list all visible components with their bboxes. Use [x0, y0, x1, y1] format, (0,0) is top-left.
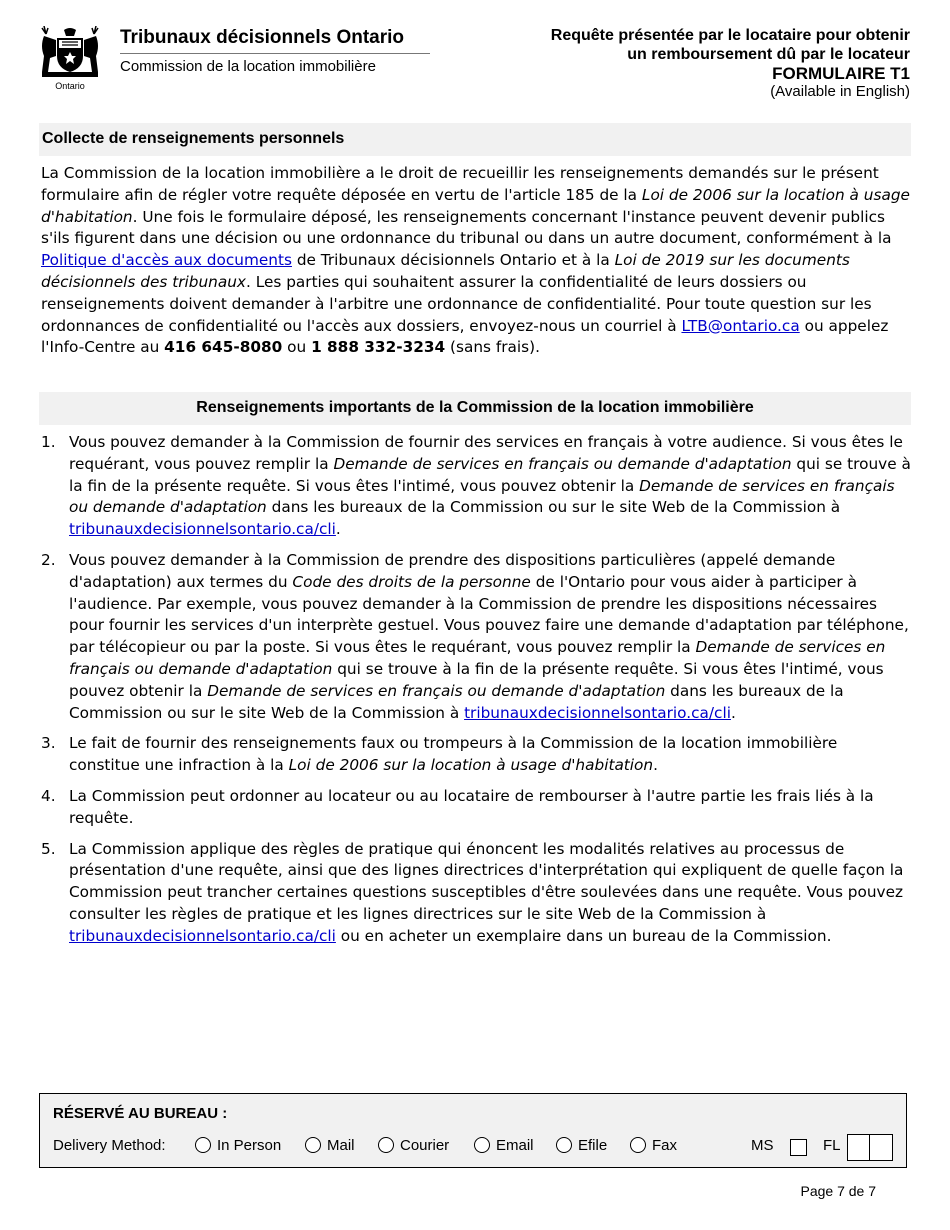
delivery-option-efile[interactable]	[556, 1137, 607, 1154]
item-text: Vous pouvez demander à la Commission de fournir des services en français à votre audience. Si vous êtes le requérant, vous pouvez remplir la	[69, 433, 903, 473]
page-number: Page 7 de 7	[800, 1183, 876, 1199]
available-in-english: (Available in English)	[770, 83, 910, 100]
law-title: Code des droits de la personne	[292, 572, 531, 591]
item-text: Vous pouvez demander à la Commission de prendre des dispositions particulières (appelé demande d'adaptation) aux termes du	[69, 550, 836, 591]
law-title: Loi de 2006 sur la location à usage d'habitation	[41, 185, 910, 226]
form-title: Demande de services en français ou demande d'adaptation	[207, 681, 666, 700]
list-item	[41, 550, 911, 724]
form-title: Demande de services en français ou demande d'adaptation	[333, 454, 792, 473]
info-list	[41, 432, 911, 957]
list-item	[41, 733, 911, 777]
privacy-text: (sans frais).	[445, 338, 540, 357]
fl-label: FL	[823, 1137, 841, 1154]
item-text: ou en acheter un exemplaire dans un bureau de la Commission.	[335, 926, 832, 945]
organization-name: Tribunaux décisionnels Ontario	[120, 27, 404, 48]
info-section-title: Renseignements importants de la Commission de la location immobilière	[196, 399, 754, 416]
list-item	[41, 432, 911, 541]
item-text: dans les bureaux de la Commission ou sur le site Web de la Commission à	[266, 498, 841, 517]
privacy-text: ou	[282, 338, 312, 357]
delivery-option-in-person[interactable]	[195, 1137, 281, 1154]
privacy-text: . Les parties qui souhaitent assurer la confidentialité de leurs dossiers ou renseignements doivent demander à l'arbitre une ordonnance de confidentialité. Pour toute question sur les ordonnances de confidentialité ou l'accès aux dossiers, envoyez-nous un courriel à	[41, 272, 872, 335]
office-use-box	[39, 1093, 907, 1168]
ms-label: MS	[751, 1137, 774, 1154]
item-text: .	[730, 703, 736, 722]
item-text: qui se trouve à la fin de la présente requête. Si vous êtes l'intimé, vous pouvez obtenir la	[69, 454, 911, 495]
list-item	[41, 839, 911, 948]
list-number: 2.	[41, 550, 56, 569]
tribunal-website-link[interactable]: tribunauxdecisionnelsontario.ca/cli	[69, 926, 336, 945]
item-text: dans les bureaux de la Commission ou sur le site Web de la Commission à	[69, 681, 844, 722]
radio-button[interactable]	[378, 1137, 394, 1153]
list-number: 1.	[41, 433, 56, 451]
item-text: Le fait de fournir des renseignements faux ou trompeurs à la Commission de la location immobilière constitue une infraction à la	[69, 734, 838, 775]
delivery-option-mail[interactable]	[305, 1137, 355, 1154]
office-use-title: RÉSERVÉ AU BUREAU :	[53, 1105, 228, 1122]
option-label: Mail	[327, 1137, 355, 1154]
form-title: Demande de services en français ou demande d'adaptation	[69, 476, 895, 517]
header-divider	[120, 53, 430, 54]
option-label: Courier	[400, 1137, 450, 1154]
ontario-coat-of-arms-logo	[38, 26, 102, 92]
organization-subtitle: Commission de la location immobilière	[120, 58, 376, 75]
option-label: In Person	[217, 1137, 282, 1154]
form-title-block	[551, 26, 910, 101]
ms-checkbox[interactable]	[790, 1139, 807, 1156]
form-title-line-2: un remboursement dû par le locateur	[627, 46, 910, 63]
radio-button[interactable]	[305, 1137, 321, 1153]
item-text: La Commission peut ordonner au locateur ou au locataire de rembourser à l'autre partie les frais liés à la requête.	[69, 786, 874, 827]
form-title-line-1: Requête présentée par le locataire pour obtenir	[550, 27, 910, 44]
info-section-header	[39, 392, 911, 425]
privacy-text: de Tribunaux décisionnels Ontario et à la	[291, 251, 615, 270]
list-number: 4.	[41, 786, 56, 805]
radio-button[interactable]	[474, 1137, 490, 1153]
privacy-text: La Commission de la location immobilière a le droit de recueillir les renseignements demandés sur le présent formulaire afin de régler votre requête déposée en vertu de l'article 185 de la	[41, 164, 879, 204]
privacy-text: . Une fois le formulaire déposé, les renseignements concernant l'instance peuvent devenir publics s'ils figurent dans une décision ou une ordonnance du tribunal ou dans un autre document, conformément à la	[41, 207, 892, 248]
logo-caption: Ontario	[55, 81, 85, 91]
option-label: Email	[496, 1137, 534, 1154]
radio-button[interactable]	[195, 1137, 211, 1153]
radio-button[interactable]	[630, 1137, 646, 1153]
privacy-section-header	[39, 123, 911, 156]
item-text: .	[335, 520, 341, 539]
option-label: Efile	[578, 1137, 608, 1154]
email-link[interactable]: LTB@ontario.ca	[681, 316, 800, 335]
law-title: Loi de 2019 sur les documents décisionnels des tribunaux	[41, 251, 850, 291]
delivery-option-fax[interactable]	[630, 1137, 677, 1154]
delivery-method-label: Delivery Method:	[53, 1137, 166, 1154]
item-text: La Commission applique des règles de pratique qui énoncent les modalités relatives au processus de présentation d'une requête, ainsi que des lignes directrices d'interprétation qui expliquent de quelle façon la Commission peut trancher certaines questions susceptibles d'être soulevées dans une requête. Vous pouvez consulter les règles de pratique et les lignes directrices sur le site Web de la Commission à	[69, 839, 904, 923]
item-text: .	[653, 756, 658, 775]
fl-input-boxes[interactable]	[847, 1134, 893, 1161]
phone-number-toll-free: 1 888 332-3234	[311, 338, 446, 357]
list-number: 3.	[41, 734, 56, 753]
privacy-section-title: Collecte de renseignements personnels	[42, 130, 345, 147]
fl-box-divider	[869, 1135, 870, 1160]
item-text: qui se trouve à la fin de la présente requête. Si vous êtes l'intimé, vous pouvez obtenir la	[69, 659, 884, 700]
privacy-text: ou appelez l'Info-Centre au	[41, 316, 889, 357]
access-policy-link[interactable]: Politique d'accès aux documents	[41, 251, 292, 270]
phone-number-local: 416 645-8080	[164, 338, 283, 357]
organization-block	[120, 26, 432, 75]
tribunal-website-link[interactable]: tribunauxdecisionnelsontario.ca/cli	[464, 703, 731, 722]
option-label: Fax	[652, 1137, 678, 1154]
list-number: 5.	[41, 839, 56, 858]
privacy-paragraph	[41, 163, 911, 359]
list-item	[41, 786, 911, 830]
radio-button[interactable]	[556, 1137, 572, 1153]
form-title: Demande de services en français ou demande d'adaptation	[69, 638, 886, 678]
form-id: FORMULAIRE T1	[772, 64, 910, 83]
delivery-option-courier[interactable]	[378, 1137, 449, 1154]
law-title: Loi de 2006 sur la location à usage d'habitation	[288, 756, 654, 775]
item-text: de l'Ontario pour vous aider à participer à l'audience. Par exemple, vous pouvez demander à la Commission de prendre les dispositions nécessaires pour fournir les services d'un interprète gestuel. Vous pouvez faire une demande d'adaptation par téléphone, par télécopieur ou par la poste. Si vous êtes le requérant, vous pouvez remplir la	[69, 572, 909, 657]
delivery-option-email[interactable]	[474, 1137, 534, 1154]
tribunal-website-link[interactable]: tribunauxdecisionnelsontario.ca/cli	[69, 520, 336, 539]
